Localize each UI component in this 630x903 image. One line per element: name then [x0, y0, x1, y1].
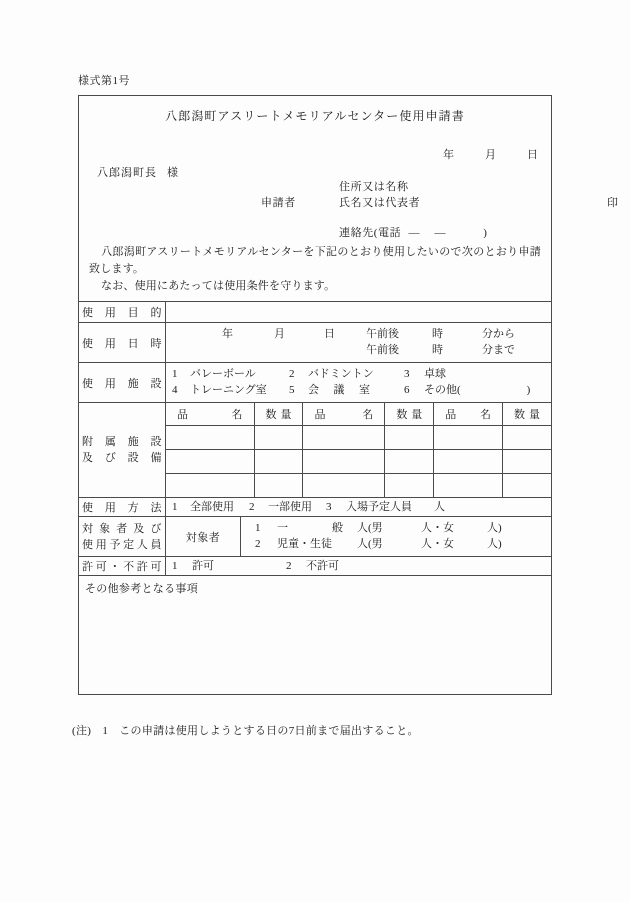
facility-options-line-2	[172, 382, 551, 398]
facility-option-5-label[interactable]	[308, 382, 370, 398]
facility-option-4-no: 4	[172, 384, 178, 396]
label-datetime-text: 使用日時	[82, 337, 162, 350]
facility-option-6-text: その他(	[424, 384, 461, 396]
intro-line-2	[89, 278, 541, 295]
attendees-body[interactable]	[241, 517, 552, 556]
contact-label: 連絡先(電話	[339, 227, 402, 239]
table-row	[166, 450, 551, 474]
equipment-cell-item[interactable]	[434, 474, 503, 498]
method-option-2-no: 2	[249, 501, 255, 513]
intro-text-1: 八郎潟町アスリートメモリアルセンターを下記のとおり使用したいので次のとおり申請致します。	[89, 246, 541, 275]
footnote	[72, 722, 419, 738]
facility-options-line-1	[172, 366, 551, 382]
attendees-line-students	[241, 536, 551, 552]
facility-option-5-text: 会議室	[308, 384, 370, 396]
field-permit[interactable]	[166, 557, 552, 576]
equipment-cell-item[interactable]	[303, 426, 385, 450]
seal-icon: 印	[607, 197, 619, 209]
form-header	[79, 96, 619, 301]
footnote-text: この申請は使用しようとする日の7日前まで届出すること。	[119, 725, 419, 737]
permit-option-2-no: 2	[286, 560, 292, 572]
footnote-number: 1	[102, 725, 109, 737]
equipment-cell-item[interactable]	[166, 474, 254, 498]
intro-line-1	[89, 244, 541, 278]
table-row	[166, 426, 551, 450]
label-equipment	[79, 403, 166, 498]
applicant-address-label: 住所又は名称	[339, 181, 409, 193]
attendees-sub-label: 対象者	[166, 517, 241, 556]
datetime-end-line	[166, 342, 551, 358]
equipment-header-qty-2: 数量	[385, 403, 434, 426]
table-row-attendees	[79, 517, 551, 557]
attendees-2-end: 人)	[487, 538, 502, 550]
permit-options-line	[166, 557, 551, 575]
attendees-line-general	[241, 520, 551, 536]
permit-option-2-label[interactable]: 不許可	[306, 560, 339, 572]
datetime-month: 月	[274, 328, 285, 340]
datetime-start-line	[166, 326, 551, 342]
field-method[interactable]	[166, 498, 552, 517]
form-number: 様式第1号	[78, 75, 130, 87]
facility-option-3-no: 3	[404, 368, 410, 380]
label-purpose-text: 使用目的	[82, 307, 162, 319]
attendees-2-no: 2	[255, 538, 261, 550]
method-option-3-label[interactable]: 入場予定人員	[346, 501, 412, 513]
equipment-cell-qty[interactable]	[254, 450, 303, 474]
facility-option-1-no: 1	[172, 368, 178, 380]
equipment-cell-item[interactable]	[434, 450, 503, 474]
table-row-remarks	[79, 576, 551, 695]
intro-paragraph	[89, 244, 541, 295]
method-option-1-no: 1	[172, 501, 178, 513]
table-row-permit	[79, 557, 551, 576]
datetime-minute-end: 分まで	[482, 344, 515, 356]
equipment-header-row	[166, 403, 551, 426]
table-row-datetime	[79, 323, 551, 363]
addressee-honorific: 様	[167, 167, 179, 179]
label-equipment-line-2: 及び設備	[82, 452, 162, 464]
datetime-minute-start: 分から	[482, 328, 515, 340]
equipment-cell-qty[interactable]	[502, 474, 551, 498]
facility-option-5-no: 5	[289, 384, 295, 396]
attendees-1-no: 1	[255, 522, 261, 534]
applicant-label: 申請者	[261, 197, 296, 209]
method-option-3-no: 3	[326, 501, 332, 513]
facility-option-4-label[interactable]: トレーニング室	[190, 384, 267, 396]
field-facility[interactable]	[166, 363, 552, 403]
label-datetime	[79, 323, 166, 363]
equipment-header-item-1: 品名	[166, 403, 254, 426]
applicant-name-label: 氏名又は代表者	[339, 197, 421, 209]
table-row-facility	[79, 363, 551, 403]
method-options-line	[166, 498, 551, 516]
attendees-1-label: 一般	[277, 522, 343, 534]
equipment-cell-item[interactable]	[166, 426, 254, 450]
label-attendees	[79, 517, 166, 557]
label-permit-text: 許可・不許可	[82, 561, 162, 573]
label-method-text: 使用方法	[82, 502, 162, 514]
datetime-year: 年	[222, 328, 233, 340]
equipment-cell-item[interactable]	[303, 450, 385, 474]
equipment-header-qty-1: 数量	[254, 403, 303, 426]
addressee	[97, 164, 179, 180]
label-equipment-line-1: 附属施設	[82, 436, 162, 448]
equipment-grid-host	[166, 403, 552, 498]
attendees-table	[166, 517, 551, 556]
label-method	[79, 498, 166, 517]
equipment-header-item-3: 品名	[434, 403, 503, 426]
equipment-cell-qty[interactable]	[385, 474, 434, 498]
table-row-method	[79, 498, 551, 517]
facility-option-2-no: 2	[289, 368, 295, 380]
attendees-1-male: 人(男	[357, 522, 383, 534]
facility-option-6-close: )	[526, 384, 531, 396]
facility-option-6-no: 6	[404, 384, 410, 396]
form-table	[79, 301, 551, 694]
application-form	[78, 95, 619, 695]
attendees-1-end: 人)	[487, 522, 502, 534]
contact-row	[339, 224, 488, 240]
method-attendee-unit: 人	[434, 501, 445, 513]
attendees-row	[166, 517, 551, 556]
datetime-hour-end: 時	[432, 344, 443, 356]
datetime-ampm-start: 午前後	[366, 328, 399, 340]
contact-close-paren: )	[483, 227, 488, 239]
datetime-hour-start: 時	[432, 328, 443, 340]
label-attendees-line-1: 対象者及び	[82, 522, 162, 535]
method-option-2-label[interactable]: 一部使用	[268, 501, 312, 513]
facility-option-6-label[interactable]	[424, 382, 530, 398]
equipment-cell-item[interactable]	[303, 474, 385, 498]
equipment-cell-item[interactable]	[166, 450, 254, 474]
date-day: 日	[527, 149, 539, 161]
datetime-day: 日	[324, 328, 335, 340]
table-row	[166, 474, 551, 498]
permit-option-1-label[interactable]: 許可	[192, 560, 214, 572]
date-month: 月	[485, 149, 497, 161]
equipment-table	[166, 403, 551, 497]
date-year: 年	[443, 149, 455, 161]
facility-option-3-label[interactable]: 卓球	[424, 368, 446, 380]
label-facility-text: 使用施設	[82, 377, 162, 390]
datetime-ampm-end: 午前後	[366, 344, 399, 356]
method-option-1-label[interactable]: 全部使用	[190, 501, 234, 513]
permit-option-1-no: 1	[172, 560, 178, 572]
equipment-cell-item[interactable]	[434, 426, 503, 450]
field-datetime[interactable]	[166, 323, 552, 363]
table-row-equipment	[79, 403, 551, 498]
label-facility	[79, 363, 166, 403]
addressee-name: 八郎潟町長	[97, 167, 157, 179]
facility-option-1-label[interactable]: バレーボール	[190, 368, 256, 380]
equipment-cell-qty[interactable]	[502, 450, 551, 474]
label-permit	[79, 557, 166, 576]
equipment-cell-qty[interactable]	[502, 426, 551, 450]
equipment-header-qty-3: 数量	[502, 403, 551, 426]
equipment-cell-qty[interactable]	[385, 426, 434, 450]
field-purpose[interactable]	[166, 302, 552, 323]
document-title: 八郎潟町アスリートメモリアルセンター使用申請書	[165, 109, 465, 123]
label-purpose	[79, 302, 166, 323]
attendees-2-male: 人(男	[357, 538, 383, 550]
date-line	[443, 146, 539, 162]
contact-dash-1: —	[408, 227, 421, 239]
field-remarks[interactable]	[79, 576, 551, 695]
equipment-cell-qty[interactable]	[254, 474, 303, 498]
attendees-2-female: 人・女	[421, 538, 454, 550]
table-row-purpose	[79, 302, 551, 323]
equipment-cell-qty[interactable]	[385, 450, 434, 474]
attendees-2-label: 児童・生徒	[277, 538, 332, 550]
label-attendees-line-2: 使用予定人員	[82, 538, 162, 551]
footnote-marker: (注)	[72, 725, 92, 737]
attendees-1-female: 人・女	[421, 522, 454, 534]
facility-option-2-label[interactable]: バドミントン	[308, 368, 374, 380]
attendees-grid-host	[166, 517, 552, 557]
contact-dash-2: —	[434, 227, 447, 239]
intro-text-2: なお、使用にあたっては使用条件を守ります。	[101, 280, 336, 292]
equipment-cell-qty[interactable]	[254, 426, 303, 450]
label-remarks: その他参考となる事項	[85, 583, 198, 595]
equipment-header-item-2: 品名	[303, 403, 385, 426]
